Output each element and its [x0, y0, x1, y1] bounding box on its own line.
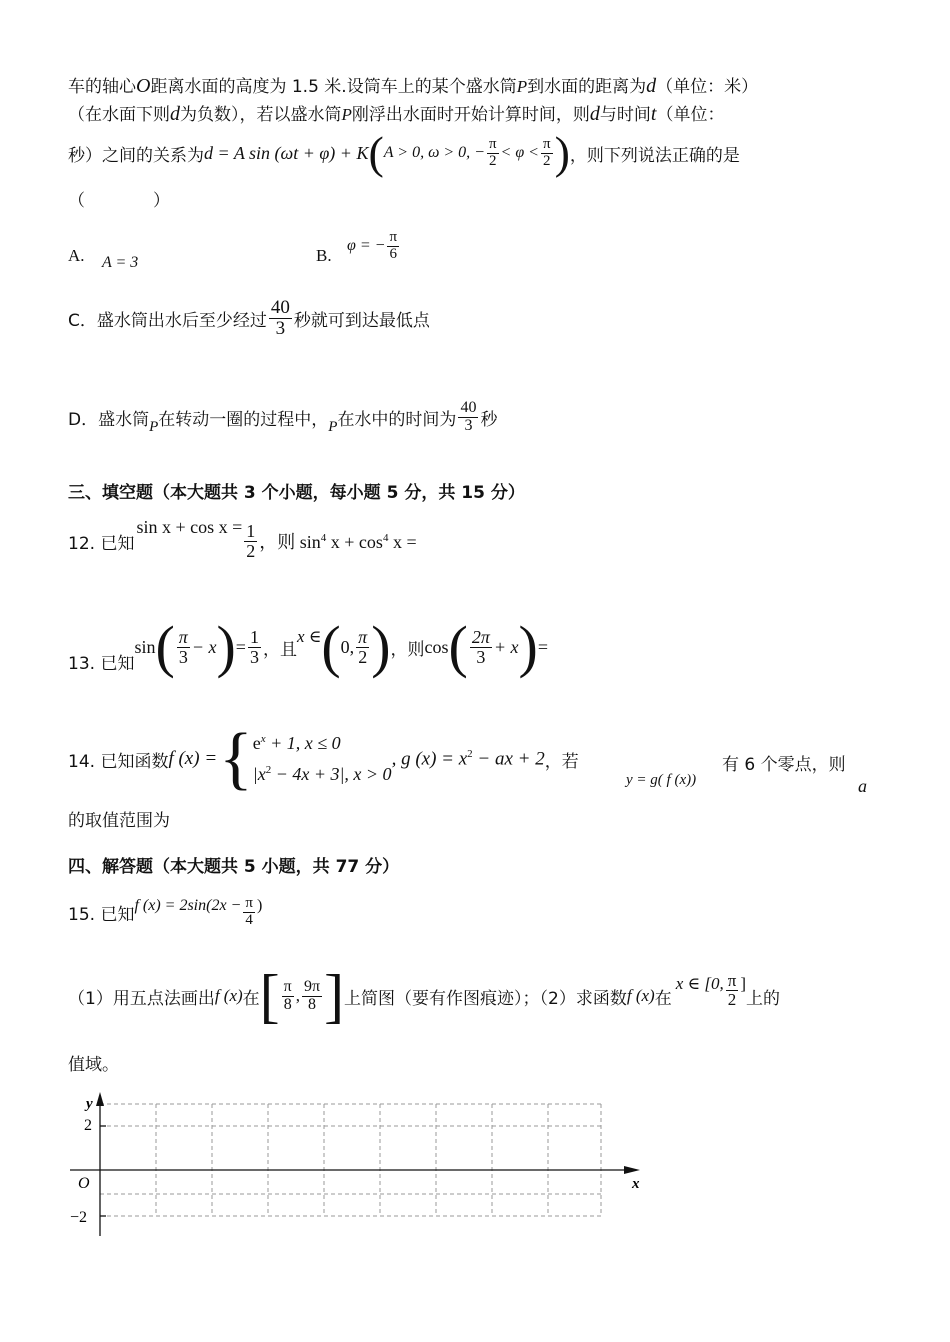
y-axis-arrow: [96, 1092, 104, 1106]
y-axis-label: y: [86, 1096, 93, 1112]
section-3-title: 三、填空题（本大题共 3 个小题，每小题 5 分，共 15 分）: [68, 483, 525, 503]
origin-label: O: [78, 1175, 90, 1192]
q14-composite: y = g( f (x)): [626, 772, 697, 788]
axes: [70, 1096, 634, 1236]
option-b-label: B.: [316, 246, 332, 265]
option-d: D．盛水筒 P 在转动一圈的过程中， P 在水中的时间为 $\frac{40}{3}$ 秒: [68, 399, 498, 435]
q14: 14. 已知函数 f (x) = { $e^x + 1$, x ≤ 0 $|x^2 - 4x + 3|$, x > 0 , g $(x) = x^2$ − ax + 2 ，若: [68, 720, 579, 797]
section-4-title: 四、解答题（本大题共 5 小题，共 77 分）: [68, 857, 400, 877]
x-axis-arrow: [624, 1166, 640, 1174]
option-b: φ = − $\frac{\pi}{6}$: [347, 229, 398, 262]
q12: 12. 已知 sin x + cos x = $\frac{1}{2}$ ，则 $\sin^4 x + \cos^4 x$ =: [68, 516, 417, 561]
q14-var-a: a: [858, 776, 867, 796]
q11-answer-blank: （ ）: [68, 191, 170, 211]
q14-tail: 有 6 个零点，则: [722, 755, 846, 775]
q15-line2: 值域。: [68, 1055, 119, 1075]
option-a: A = 3: [102, 254, 139, 271]
q11-formula: d = A sin (ωt + φ) + K: [204, 142, 369, 163]
tick-label-neg2: −2: [70, 1209, 88, 1226]
q14-line2: 的取值范围为: [68, 811, 170, 831]
q15-part1: （1）用五点法画出 f (x) 在 [ $\frac{\pi}{8}$ , $\frac{9\pi}{8}$ ] 上简图（要有作图痕迹）；（2）求函数 f (x) 在 x ∈ [0, $\frac{\pi}{2}$ ] 上的: [68, 963, 780, 1029]
q11-line1: 车的轴心O距离水面的高度为 1.5 米.设筒车上的某个盛水筒P到水面的距离为d（单位：米）: [68, 75, 759, 97]
q11-line3: 秒）之间的关系为 d = A sin (ωt + φ) + K ( A > 0, ω > 0, − $\frac{\pi}{2}$ < φ < $\frac{\pi}{2}$ ) ，则下列说法正确的是: [68, 127, 740, 178]
grid-lines: [100, 1104, 601, 1216]
coordinate-grid: [60, 1092, 660, 1242]
q13: 13. 已知 sin ( $\frac{\pi}{3}$ − x ) = $\frac{1}{3}$ ，且 x ∈ ( 0, $\frac{\pi}{2}$ ) ，则 cos ( $\frac{2\pi}{3}$ + x ) =: [68, 614, 549, 679]
x-axis-label: x: [632, 1176, 640, 1192]
option-a-label: A.: [68, 246, 85, 265]
option-c: C．盛水筒出水后至少经过 $\frac{40}{3}$ 秒就可到达最低点: [68, 297, 430, 339]
q11-line2: （在水面下则d为负数），若以盛水筒P刚浮出水面时开始计算时间，则d与时间t（单位：: [68, 103, 725, 125]
q14-case-1: $e^x + 1$, x ≤ 0: [252, 733, 341, 753]
q14-case-2: $|x^2 - 4x + 3|$, x > 0: [252, 764, 392, 784]
q15: 15. 已知 f (x) = 2sin(2x − $\frac{\pi}{4}$ ): [68, 895, 263, 928]
tick-label-2: 2: [84, 1117, 92, 1134]
